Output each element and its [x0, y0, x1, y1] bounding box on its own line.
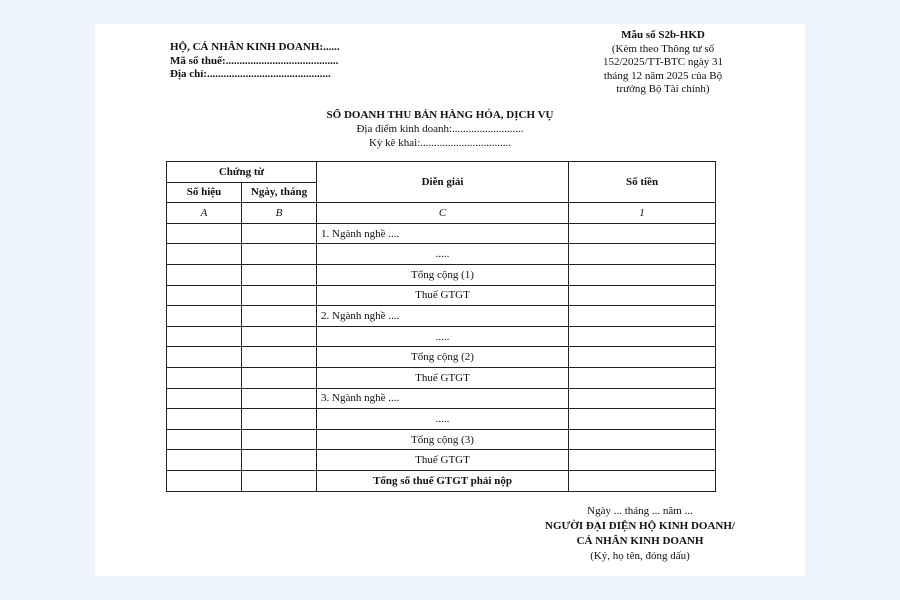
desc-cell: .....	[317, 409, 569, 430]
voucher-no-cell	[167, 367, 242, 388]
voucher-no-header: Số hiệu	[167, 182, 242, 203]
amount-cell	[569, 347, 716, 368]
table-row	[167, 388, 716, 409]
tax-code-line: Mã số thuế:.........................................	[170, 54, 339, 67]
form-note-line: trưởng Bộ Tài chính)	[616, 83, 710, 96]
voucher-no-cell	[167, 388, 242, 409]
code-1: 1	[569, 203, 716, 224]
table-header-row	[167, 162, 716, 183]
amount-cell	[569, 223, 716, 244]
voucher-date-cell	[242, 306, 317, 327]
table-total-row	[167, 470, 716, 491]
voucher-date-cell	[242, 326, 317, 347]
desc-cell: 2. Ngành nghề ....	[317, 306, 569, 327]
voucher-date-cell	[242, 470, 317, 491]
table-row	[167, 264, 716, 285]
voucher-date-cell	[242, 367, 317, 388]
amount-cell	[569, 409, 716, 430]
table-row	[167, 409, 716, 430]
form-note-line: 152/2025/TT-BTC ngày 31	[603, 56, 723, 69]
voucher-no-cell	[167, 223, 242, 244]
table-row	[167, 450, 716, 471]
address-line: Địa chỉ:.............................................	[170, 68, 331, 80]
code-b: B	[242, 203, 317, 224]
voucher-date-header: Ngày, tháng	[242, 182, 317, 203]
period-line: Kỳ kê khai:.................................	[368, 137, 512, 149]
table-row	[167, 244, 716, 265]
desc-cell: 3. Ngành nghề ....	[317, 388, 569, 409]
table-row	[167, 285, 716, 306]
amount-cell	[569, 429, 716, 450]
voucher-no-cell	[167, 450, 242, 471]
revenue-table	[166, 161, 716, 492]
amount-cell	[569, 470, 716, 491]
voucher-date-cell	[242, 429, 317, 450]
desc-cell: Thuế GTGT	[317, 367, 569, 388]
voucher-no-cell	[167, 429, 242, 450]
desc-cell: 1. Ngành nghề ....	[317, 223, 569, 244]
voucher-date-cell	[242, 223, 317, 244]
table-row	[167, 347, 716, 368]
table-row	[167, 223, 716, 244]
document-page	[95, 24, 805, 576]
table-row	[167, 306, 716, 327]
voucher-date-cell	[242, 388, 317, 409]
desc-cell: .....	[317, 326, 569, 347]
voucher-no-cell	[167, 264, 242, 285]
business-info	[170, 41, 340, 82]
amount-cell	[569, 367, 716, 388]
business-name-line: HỘ, CÁ NHÂN KINH DOANH:......	[170, 41, 340, 53]
desc-cell: .....	[317, 244, 569, 265]
table-row	[167, 367, 716, 388]
amount-header: Số tiền	[569, 162, 716, 203]
voucher-date-cell	[242, 347, 317, 368]
voucher-no-cell	[167, 409, 242, 430]
form-code: Mẫu số S2b-HKD	[621, 29, 705, 41]
amount-cell	[569, 244, 716, 265]
form-info	[563, 29, 763, 97]
signature-block	[535, 504, 745, 564]
amount-cell	[569, 326, 716, 347]
amount-cell	[569, 306, 716, 327]
form-note-line: tháng 12 năm 2025 của Bộ	[603, 69, 723, 82]
column-code-row	[167, 203, 716, 224]
amount-cell	[569, 450, 716, 471]
voucher-date-cell	[242, 450, 317, 471]
code-a: A	[167, 203, 242, 224]
code-c: C	[317, 203, 569, 224]
voucher-group-header: Chứng từ	[167, 162, 317, 183]
desc-cell: Tổng cộng (2)	[317, 347, 569, 368]
voucher-no-cell	[167, 326, 242, 347]
voucher-date-cell	[242, 264, 317, 285]
desc-cell: Tổng cộng (3)	[317, 429, 569, 450]
signature-date: Ngày ... tháng ... năm ...	[587, 505, 693, 517]
desc-cell: Tổng số thuế GTGT phải nộp	[317, 470, 569, 491]
desc-header: Diễn giải	[317, 162, 569, 203]
voucher-no-cell	[167, 306, 242, 327]
voucher-date-cell	[242, 285, 317, 306]
voucher-no-cell	[167, 470, 242, 491]
voucher-no-cell	[167, 347, 242, 368]
amount-cell	[569, 264, 716, 285]
signature-note: (Ký, họ tên, đóng dấu)	[590, 550, 690, 562]
location-line: Địa điểm kinh doanh:..........................	[356, 123, 524, 135]
desc-cell: Thuế GTGT	[317, 450, 569, 471]
page-title: SỔ DOANH THU BÁN HÀNG HÓA, DỊCH VỤ	[326, 109, 554, 121]
voucher-date-cell	[242, 409, 317, 430]
signature-role: NGƯỜI ĐẠI DIỆN HỘ KINH DOANH/	[545, 520, 735, 532]
title-block	[95, 108, 785, 150]
desc-cell: Thuế GTGT	[317, 285, 569, 306]
desc-cell: Tổng cộng (1)	[317, 264, 569, 285]
form-note-line: (Kèm theo Thông tư số	[611, 42, 715, 55]
voucher-date-cell	[242, 244, 317, 265]
amount-cell	[569, 388, 716, 409]
voucher-no-cell	[167, 244, 242, 265]
amount-cell	[569, 285, 716, 306]
voucher-no-cell	[167, 285, 242, 306]
table-row	[167, 429, 716, 450]
table-row	[167, 326, 716, 347]
signature-role: CÁ NHÂN KINH DOANH	[576, 535, 704, 547]
